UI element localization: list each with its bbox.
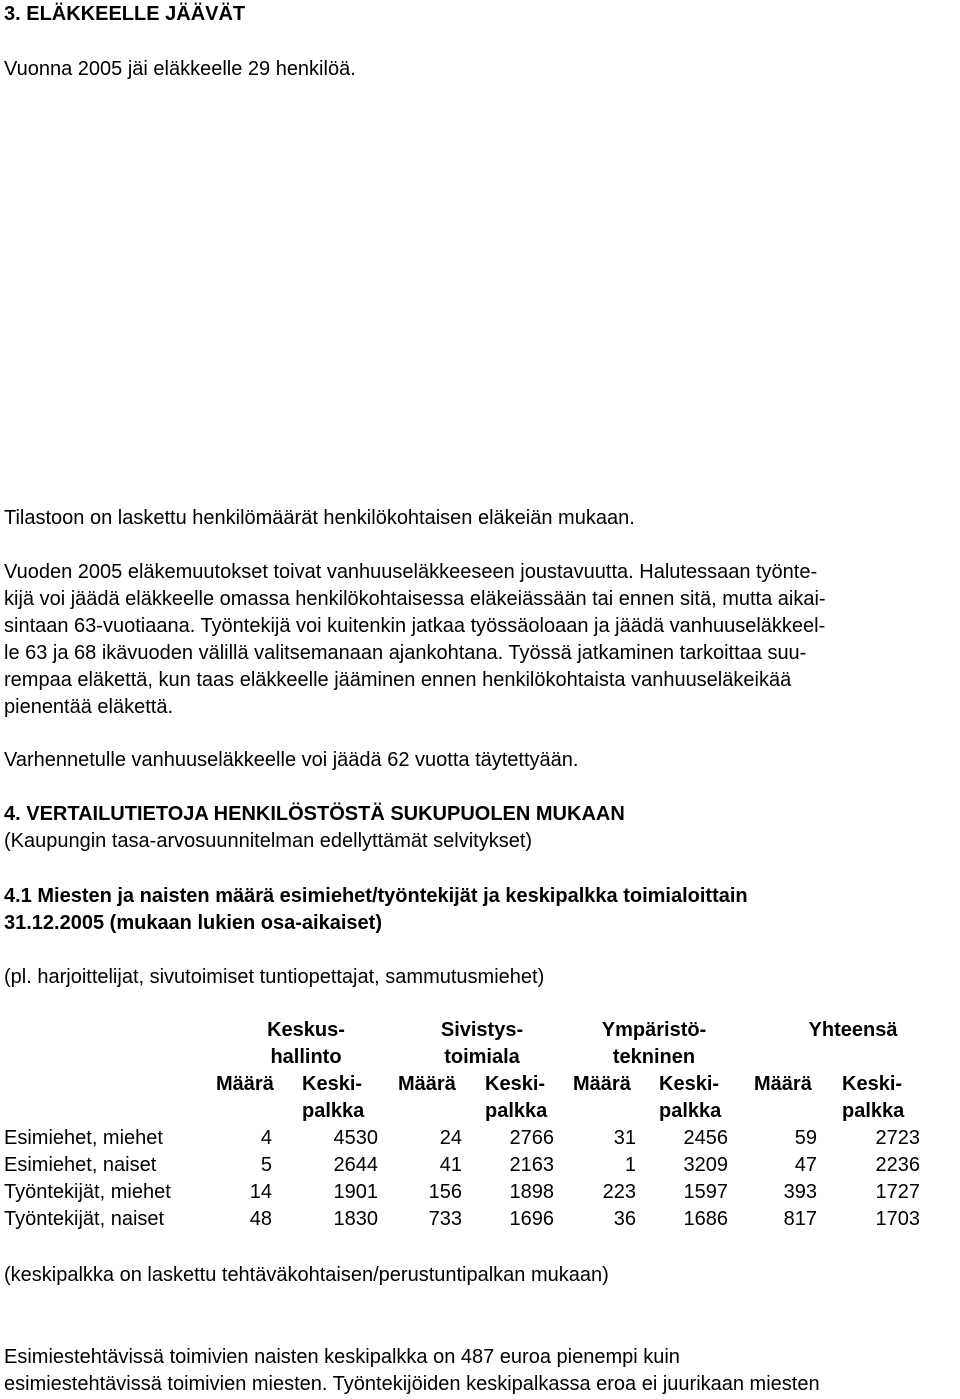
cell-salary: 2723 <box>875 1127 920 1149</box>
cell-count: 156 <box>428 1181 462 1203</box>
row-label: Työntekijät, miehet <box>4 1181 171 1203</box>
group-header-keskushallinto-line2: hallinto <box>270 1046 342 1068</box>
statistics-note: Tilastoon on laskettu henkilömäärät henkilökohtaisen eläkeiän mukaan. <box>4 507 635 529</box>
cell-count: 41 <box>439 1154 462 1176</box>
cell-salary: 1830 <box>333 1208 378 1230</box>
col-header-salary: Keski- <box>302 1073 363 1095</box>
salary-footnote: (keskipalkka on laskettu tehtäväkohtaisen/perustuntipalkan mukaan) <box>4 1264 609 1286</box>
table-group-header-row <box>4 1044 956 1071</box>
col-header-count: Määrä <box>398 1073 456 1095</box>
section-4-subheading: (Kaupungin tasa-arvosuunnitelman edellyttämät selvitykset) <box>4 830 533 852</box>
table-subheader-row <box>4 1071 956 1098</box>
col-header-count: Määrä <box>573 1073 631 1095</box>
group-header-keskushallinto: Keskus- <box>267 1019 345 1041</box>
section-4-heading: 4. VERTAILUTIETOJA HENKILÖSTÖSTÄ SUKUPUOLEN MUKAAN <box>4 803 625 825</box>
paragraph-line: rempaa eläkettä, kun taas eläkkeelle jääminen ennen henkilökohtaista vanhuuseläkeikää <box>4 669 792 691</box>
paragraph-line: esimiestehtävissä toimivien miesten. Työntekijöiden keskipalkassa eroa ei juurikaan miesten <box>4 1373 820 1395</box>
pension-reform-paragraph <box>4 559 826 721</box>
exclusion-note: (pl. harjoittelijat, sivutoimiset tuntiopettajat, sammutusmiehet) <box>4 966 545 988</box>
cell-count: 1 <box>624 1154 636 1176</box>
cell-salary: 1686 <box>683 1208 728 1230</box>
paragraph-line: le 63 ja 68 ikävuoden välillä valitsemanaan ajankohtana. Työssä jatkaminen tarkoittaa suu- <box>4 642 807 664</box>
cell-salary: 2456 <box>683 1127 728 1149</box>
section-4-1-heading-line2: 31.12.2005 (mukaan lukien osa-aikaiset) <box>4 912 382 934</box>
row-label: Työntekijät, naiset <box>4 1208 165 1230</box>
cell-salary: 1898 <box>509 1181 554 1203</box>
paragraph-line: sintaan 63-vuotiaana. Työntekijä voi kuitenkin jatkaa työssäoloaan ja jäädä vanhuuseläkkeel- <box>4 615 826 637</box>
paragraph-line: pienentää eläkettä. <box>4 696 174 718</box>
group-header-ymparistotekninen-line2: tekninen <box>612 1046 696 1068</box>
cell-salary: 1703 <box>875 1208 920 1230</box>
row-label: Esimiehet, miehet <box>4 1127 163 1149</box>
group-header-ymparistotekninen: Ympäristö- <box>601 1019 707 1041</box>
table-row <box>4 1206 956 1233</box>
cell-count: 733 <box>428 1208 462 1230</box>
cell-count: 393 <box>783 1181 817 1203</box>
cell-count: 36 <box>613 1208 636 1230</box>
table-row <box>4 1179 956 1206</box>
cell-salary: 1727 <box>875 1181 920 1203</box>
paragraph-line: Esimiestehtävissä toimivien naisten keskipalkka on 487 euroa pienempi kuin <box>4 1346 680 1368</box>
retirement-intro: Vuonna 2005 jäi eläkkeelle 29 henkilöä. <box>4 58 356 80</box>
group-header-sivistystoimiala: Sivistys- <box>440 1019 524 1041</box>
col-header-salary-line2: palkka <box>302 1100 365 1122</box>
staff-comparison-table <box>4 1017 956 1233</box>
cell-count: 14 <box>249 1181 272 1203</box>
paragraph-line: Vuoden 2005 eläkemuutokset toivat vanhuuseläkkeeseen joustavuutta. Halutessaan työnte- <box>4 561 818 583</box>
table-row <box>4 1125 956 1152</box>
cell-salary: 1901 <box>333 1181 378 1203</box>
cell-count: 48 <box>249 1208 272 1230</box>
table-row <box>4 1152 956 1179</box>
table-subheader-row <box>4 1098 956 1125</box>
col-header-count: Määrä <box>216 1073 274 1095</box>
cell-salary: 4530 <box>333 1127 378 1149</box>
col-header-salary: Keski- <box>485 1073 546 1095</box>
cell-salary: 3209 <box>683 1154 728 1176</box>
section-4-1-heading-line1: 4.1 Miesten ja naisten määrä esimiehet/työntekijät ja keskipalkka toimialoittain <box>4 885 748 907</box>
cell-count: 24 <box>439 1127 462 1149</box>
table-group-header-row <box>4 1017 956 1044</box>
cell-count: 4 <box>260 1127 272 1149</box>
cell-salary: 1597 <box>683 1181 728 1203</box>
paragraph-line: kijä voi jäädä eläkkeelle omassa henkilökohtaisessa eläkeiässään tai ennen sitä, mutta aikai- <box>4 588 826 610</box>
cell-salary: 1696 <box>509 1208 554 1230</box>
group-header-yhteensa: Yhteensä <box>808 1019 898 1041</box>
cell-count: 817 <box>783 1208 817 1230</box>
col-header-salary-line2: palkka <box>842 1100 905 1122</box>
cell-salary: 2644 <box>333 1154 378 1176</box>
closing-paragraph <box>4 1344 820 1398</box>
cell-salary: 2766 <box>509 1127 554 1149</box>
col-header-salary: Keski- <box>842 1073 903 1095</box>
cell-count: 59 <box>794 1127 817 1149</box>
section-3-heading: 3. ELÄKKEELLE JÄÄVÄT <box>4 3 246 25</box>
early-retirement-note: Varhennetulle vanhuuseläkkeelle voi jäädä 62 vuotta täytettyään. <box>4 749 579 771</box>
group-header-sivistystoimiala-line2: toimiala <box>444 1046 520 1068</box>
col-header-salary-line2: palkka <box>659 1100 722 1122</box>
col-header-salary: Keski- <box>659 1073 720 1095</box>
cell-salary: 2163 <box>509 1154 554 1176</box>
cell-count: 5 <box>260 1154 272 1176</box>
cell-count: 47 <box>794 1154 817 1176</box>
cell-salary: 2236 <box>875 1154 920 1176</box>
col-header-salary-line2: palkka <box>485 1100 548 1122</box>
cell-count: 31 <box>613 1127 636 1149</box>
cell-count: 223 <box>602 1181 636 1203</box>
col-header-count: Määrä <box>754 1073 812 1095</box>
row-label: Esimiehet, naiset <box>4 1154 157 1176</box>
